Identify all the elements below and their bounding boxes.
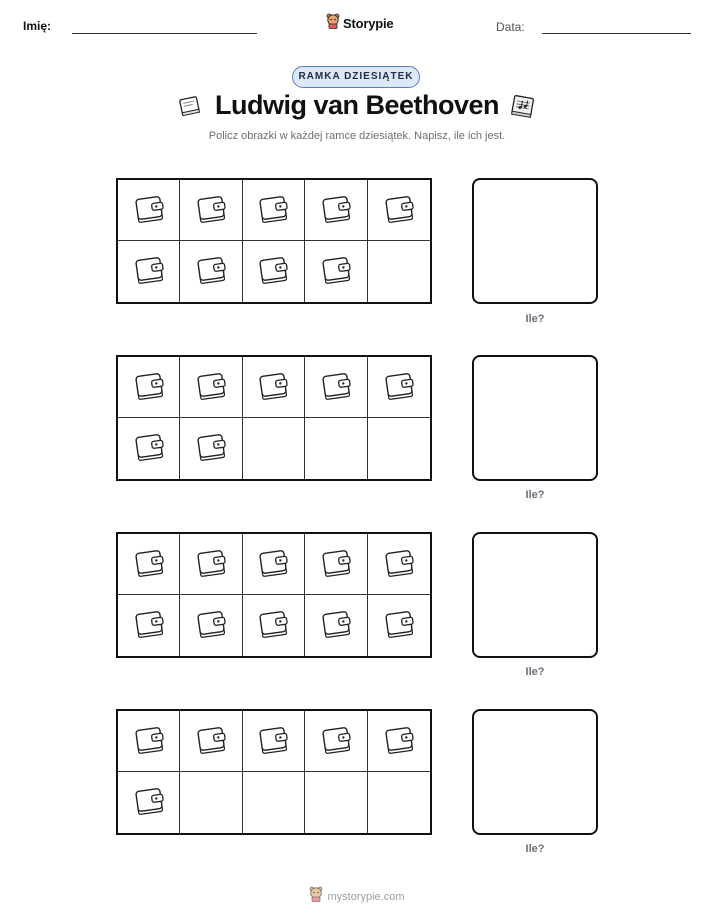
frame-cell (180, 772, 242, 833)
frame-cell (118, 241, 180, 302)
page-title: Ludwig van Beethoven (214, 90, 500, 120)
wallet-icon (129, 719, 169, 764)
frame-cell (305, 180, 367, 241)
frame-cell (243, 357, 305, 418)
wallet-icon (379, 188, 419, 233)
music-book-icon (508, 92, 538, 127)
date-label: Data: (496, 20, 525, 34)
wallet-icon (191, 188, 231, 233)
wallet-icon (316, 603, 356, 648)
frame-cell (368, 180, 430, 241)
frame-cell (180, 711, 242, 772)
footer (0, 886, 714, 907)
frame-cell (243, 418, 305, 479)
answer-box[interactable] (472, 532, 598, 658)
frame-cell (368, 595, 430, 656)
wallet-icon (316, 542, 356, 587)
ten-frame (116, 178, 432, 304)
frame-cell (180, 595, 242, 656)
frame-cell (118, 418, 180, 479)
wallet-icon (129, 188, 169, 233)
wallet-icon (191, 249, 231, 294)
frame-cell (180, 534, 242, 595)
frame-cell (368, 241, 430, 302)
question-label: Ile? (525, 843, 545, 855)
frame-cell (305, 241, 367, 302)
frame-cell (305, 711, 367, 772)
ten-frame (116, 355, 432, 481)
frame-cell (180, 357, 242, 418)
wallet-icon (191, 542, 231, 587)
ten-frame (116, 532, 432, 658)
worksheet-type-badge: RAMKA DZIESIĄTEK (292, 66, 420, 88)
frame-cell (368, 418, 430, 479)
frame-cell (243, 595, 305, 656)
date-field-line[interactable] (542, 33, 691, 34)
question-label: Ile? (525, 489, 545, 501)
frame-cell (180, 180, 242, 241)
wallet-icon (129, 426, 169, 471)
answer-box[interactable] (472, 355, 598, 481)
frame-cell (243, 180, 305, 241)
frame-cell (118, 595, 180, 656)
wallet-icon (129, 542, 169, 587)
name-field-line[interactable] (72, 33, 257, 34)
footer-url: mystorypie.com (327, 890, 405, 903)
frame-cell (243, 772, 305, 833)
wallet-icon (253, 542, 293, 587)
frame-cell (368, 534, 430, 595)
wallet-icon (316, 365, 356, 410)
frame-cell (118, 711, 180, 772)
answer-box[interactable] (472, 178, 598, 304)
wallet-icon (253, 188, 293, 233)
frame-cell (243, 534, 305, 595)
frame-cell (368, 711, 430, 772)
wallet-icon (129, 780, 169, 825)
frame-cell (368, 772, 430, 833)
wallet-icon (129, 603, 169, 648)
wallet-icon (253, 603, 293, 648)
frame-cell (243, 711, 305, 772)
storypie-mascot-icon (309, 886, 323, 907)
frame-cell (305, 418, 367, 479)
storypie-mascot-icon (326, 13, 340, 34)
frame-cell (180, 241, 242, 302)
wallet-icon (253, 719, 293, 764)
wallet-icon (316, 249, 356, 294)
brand-name: Storypie (343, 16, 394, 31)
wallet-icon (129, 249, 169, 294)
wallet-icon (191, 719, 231, 764)
question-label: Ile? (525, 666, 545, 678)
frame-cell (118, 357, 180, 418)
wallet-icon (191, 426, 231, 471)
wallet-icon (379, 365, 419, 410)
wallet-icon (379, 719, 419, 764)
frame-cell (305, 772, 367, 833)
wallet-icon (316, 719, 356, 764)
frame-cell (180, 418, 242, 479)
wallet-icon (379, 603, 419, 648)
wallet-icon (379, 542, 419, 587)
wallet-icon (191, 365, 231, 410)
frame-cell (305, 534, 367, 595)
wallet-icon (191, 603, 231, 648)
wallet-icon (253, 365, 293, 410)
frame-cell (118, 534, 180, 595)
answer-box[interactable] (472, 709, 598, 835)
frame-cell (243, 241, 305, 302)
frame-cell (305, 357, 367, 418)
instructions: Policz obrazki w każdej ramce dziesiątek. Napisz, ile ich jest. (208, 130, 506, 142)
frame-cell (118, 772, 180, 833)
ten-frame (116, 709, 432, 835)
brand-logo (326, 13, 393, 34)
wallet-icon (316, 188, 356, 233)
wallet-icon (253, 249, 293, 294)
name-label: Imię: (23, 19, 52, 33)
frame-cell (118, 180, 180, 241)
wallet-icon (129, 365, 169, 410)
question-label: Ile? (525, 313, 545, 325)
frame-cell (305, 595, 367, 656)
frame-cell (368, 357, 430, 418)
